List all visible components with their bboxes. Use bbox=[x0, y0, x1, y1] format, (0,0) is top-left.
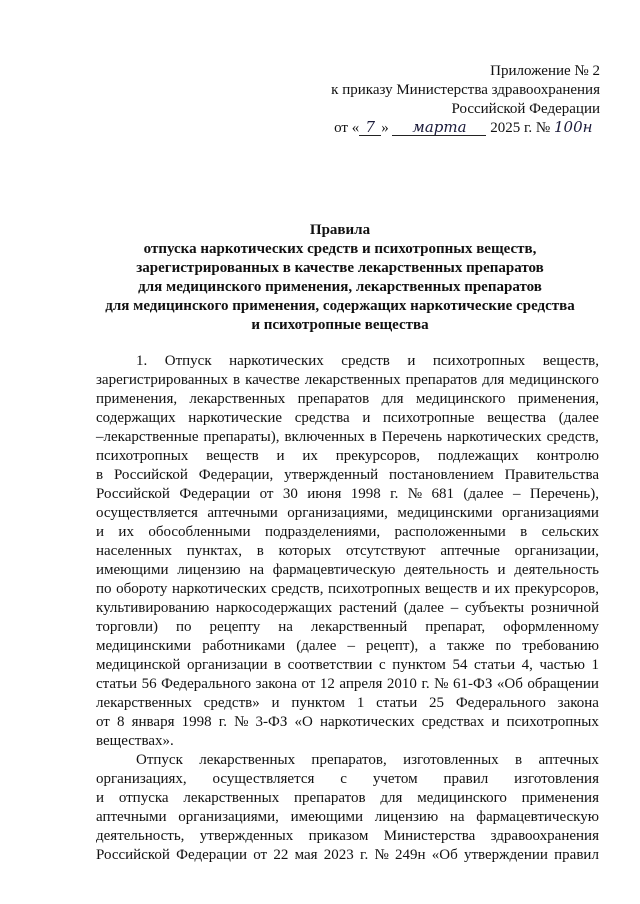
order-country: Российской Федерации bbox=[451, 101, 600, 117]
body-line: медицинскими работниками (далее – рецепт), а также по требованию bbox=[96, 638, 599, 654]
body-line: медицинской организации в соответствии с пунктом 54 статьи 4, частью 1 bbox=[96, 657, 599, 673]
body-line: Российской Федерации от 30 июня 1998 г. № 681 (далее – Перечень), bbox=[96, 486, 599, 502]
body-line: психотропных веществ и их прекурсоров, подлежащих контролю bbox=[96, 448, 599, 464]
body-line: 1. Отпуск наркотических средств и психотропных веществ, bbox=[136, 353, 599, 369]
date-year: 2025 г. № bbox=[490, 120, 551, 136]
date-mid: » bbox=[381, 120, 389, 136]
body-line: имеющими лицензию на фармацевтическую деятельность и деятельность bbox=[96, 562, 599, 578]
title-line: для медицинского применения, содержащих наркотические средства bbox=[105, 298, 575, 314]
appendix-number: Приложение № 2 bbox=[490, 63, 600, 79]
body-line: и отпуска лекарственных препаратов для медицинского применения bbox=[96, 790, 599, 806]
order-date-line bbox=[334, 119, 600, 138]
body-line: от 8 января 1998 г. № 3-ФЗ «О наркотических средствах и психотропных bbox=[96, 714, 599, 730]
document-body bbox=[96, 352, 599, 865]
order-ministry: к приказу Министерства здравоохранения bbox=[331, 82, 600, 98]
body-line: деятельность, утвержденных приказом Министерства здравоохранения bbox=[96, 828, 599, 844]
body-line: статьи 56 Федерального закона от 12 апреля 2010 г. № 61-ФЗ «Об обращении bbox=[96, 676, 599, 692]
body-line: Российской Федерации от 22 мая 2023 г. № 249н «Об утверждении правил bbox=[96, 847, 599, 863]
document-title bbox=[80, 221, 600, 335]
body-line: Отпуск лекарственных препаратов, изготовленных в аптечных bbox=[136, 752, 599, 768]
title-line: Правила bbox=[309, 222, 371, 238]
title-line: и психотропные вещества bbox=[251, 317, 429, 333]
date-prefix: от « bbox=[334, 120, 360, 136]
body-line: организациях, осуществляется с учетом правил изготовления bbox=[96, 771, 599, 787]
body-line: населенных пунктах, в которых отсутствуют аптечные организации, bbox=[96, 543, 599, 559]
body-line: содержащих наркотические средства и психотропные вещества (далее bbox=[96, 410, 599, 426]
appendix-header bbox=[331, 62, 600, 138]
body-line: и их обособленными подразделениями, расположенными в сельских bbox=[96, 524, 599, 540]
body-line: зарегистрированных в качестве лекарственных препаратов для медицинского bbox=[96, 372, 599, 388]
body-line: осуществляется аптечными организациями, медицинскими организациями bbox=[96, 505, 599, 521]
body-line: торговли) по рецепту на лекарственный препарат, оформленному bbox=[96, 619, 599, 635]
title-line: отпуска наркотических средств и психотропных веществ, bbox=[143, 241, 537, 257]
handwritten-day: 7 bbox=[359, 119, 381, 136]
body-line: веществах». bbox=[96, 733, 174, 749]
body-line: культивированию наркосодержащих растений (далее – субъекты розничной bbox=[96, 600, 599, 616]
handwritten-order-number: 100н bbox=[554, 118, 593, 136]
body-line: –лекарственные препараты), включенных в Перечень наркотических средств, bbox=[96, 429, 599, 445]
body-line: аптечными организациями, имеющими лицензию на фармацевтическую bbox=[96, 809, 599, 825]
title-line: зарегистрированных в качестве лекарственных препаратов bbox=[136, 260, 544, 276]
body-line: лекарственных средств» и пунктом 1 статьи 25 Федерального закона bbox=[96, 695, 599, 711]
handwritten-month: марта bbox=[392, 119, 486, 136]
body-line: в Российской Федерации, утвержденный постановлением Правительства bbox=[96, 467, 599, 483]
title-line: для медицинского применения, лекарственных препаратов bbox=[138, 279, 542, 295]
body-line: применения, лекарственных препаратов для медицинского применения, bbox=[96, 391, 599, 407]
body-line: по обороту наркотических средств, психотропных веществ и их прекурсоров, bbox=[96, 581, 599, 597]
